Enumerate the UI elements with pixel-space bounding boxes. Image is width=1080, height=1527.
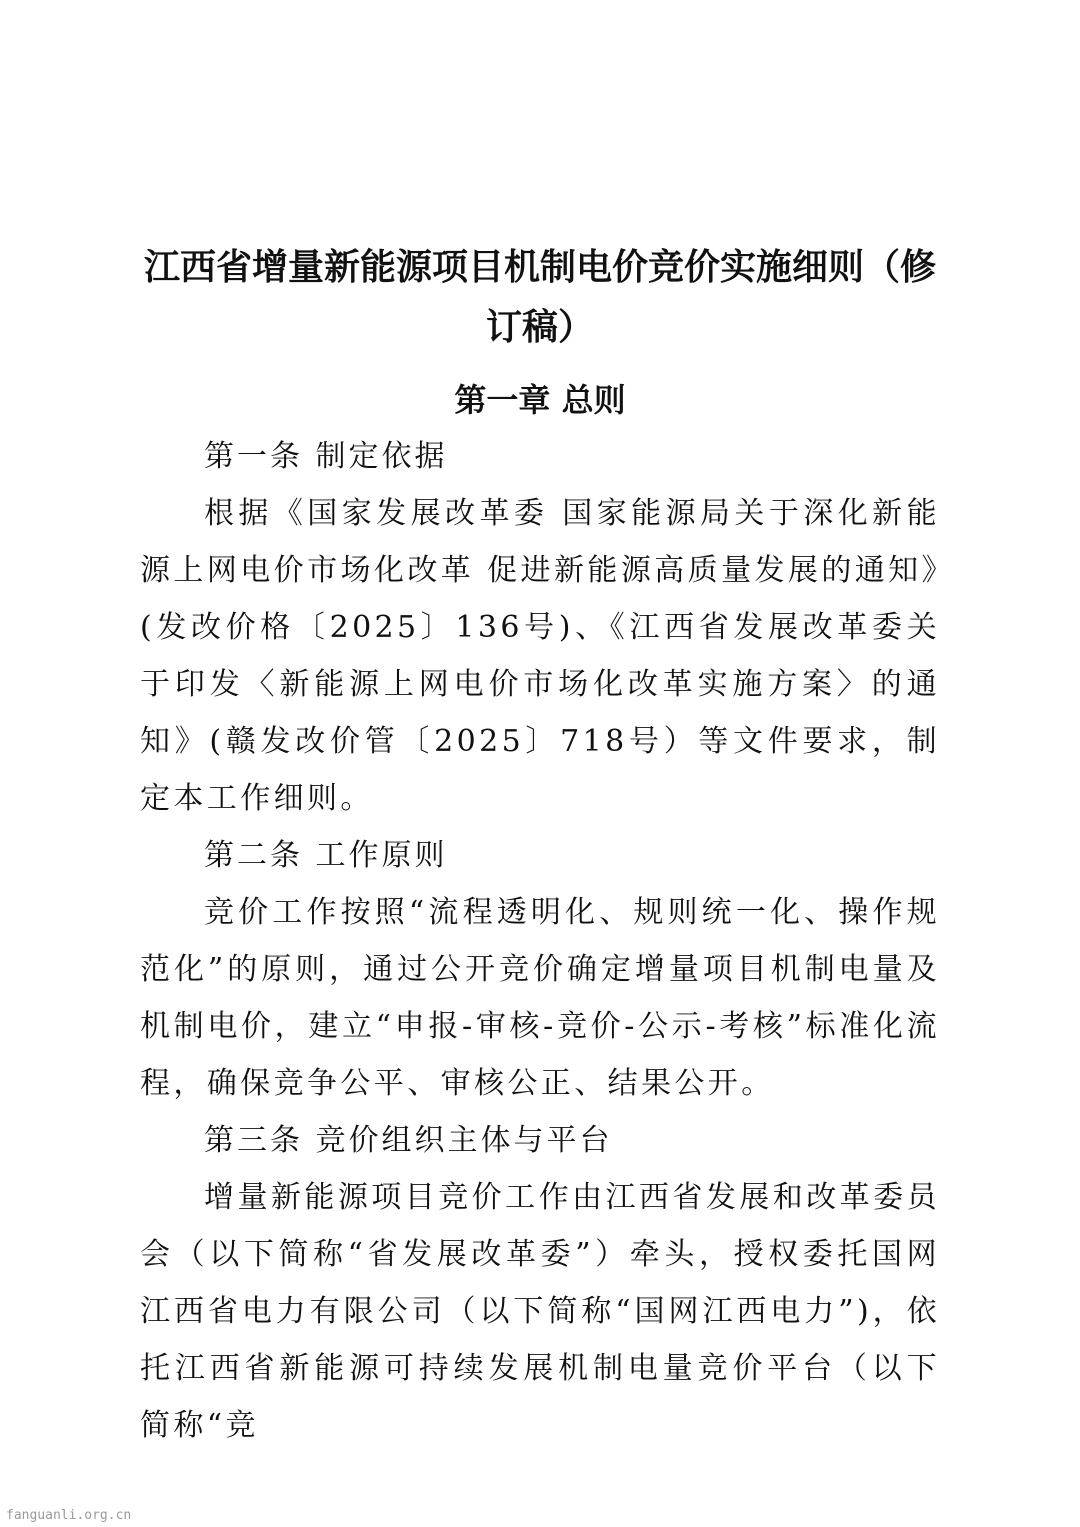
article-2-heading: 第二条 工作原则 [204, 838, 448, 873]
watermark: fanguanli.org.cn [6, 1508, 132, 1523]
chapter-title: 第一章 总则 [454, 381, 626, 419]
document-body [140, 428, 940, 1454]
document-title: 江西省增量新能源项目机制电价竞价实施细则（修订稿） [143, 247, 936, 348]
article-3-heading: 第三条 竞价组织主体与平台 [204, 1123, 613, 1158]
article-2-text: 竞价工作按照“流程透明化、规则统一化、操作规范化”的原则，通过公开竞价确定增量项目机制电量及机制电价，建立“申报-审核-竞价-公示-考核”标准化流程，确保竞争公平、审核公正、结果公开。 [140, 895, 940, 1101]
article-1-text: 根据《国家发展改革委 国家能源局关于深化新能源上网电价市场化改革 促进新能源高质量发展的通知》(发改价格〔2025〕136号)、《江西省发展改革委关于印发〈新能源上网电价市场化改革实施方案〉的通知》(赣发改价管〔2025〕718号）等文件要求，制定本工作细则。 [140, 496, 940, 816]
article-1-heading: 第一条 制定依据 [204, 439, 448, 474]
article-3-text: 增量新能源项目竞价工作由江西省发展和改革委员会（以下简称“省发展改革委”）牵头，授权委托国网江西省电力有限公司（以下简称“国网江西电力”)，依托江西省新能源可持续发展机制电量竞价平台（以下简称“竞 [140, 1180, 940, 1443]
